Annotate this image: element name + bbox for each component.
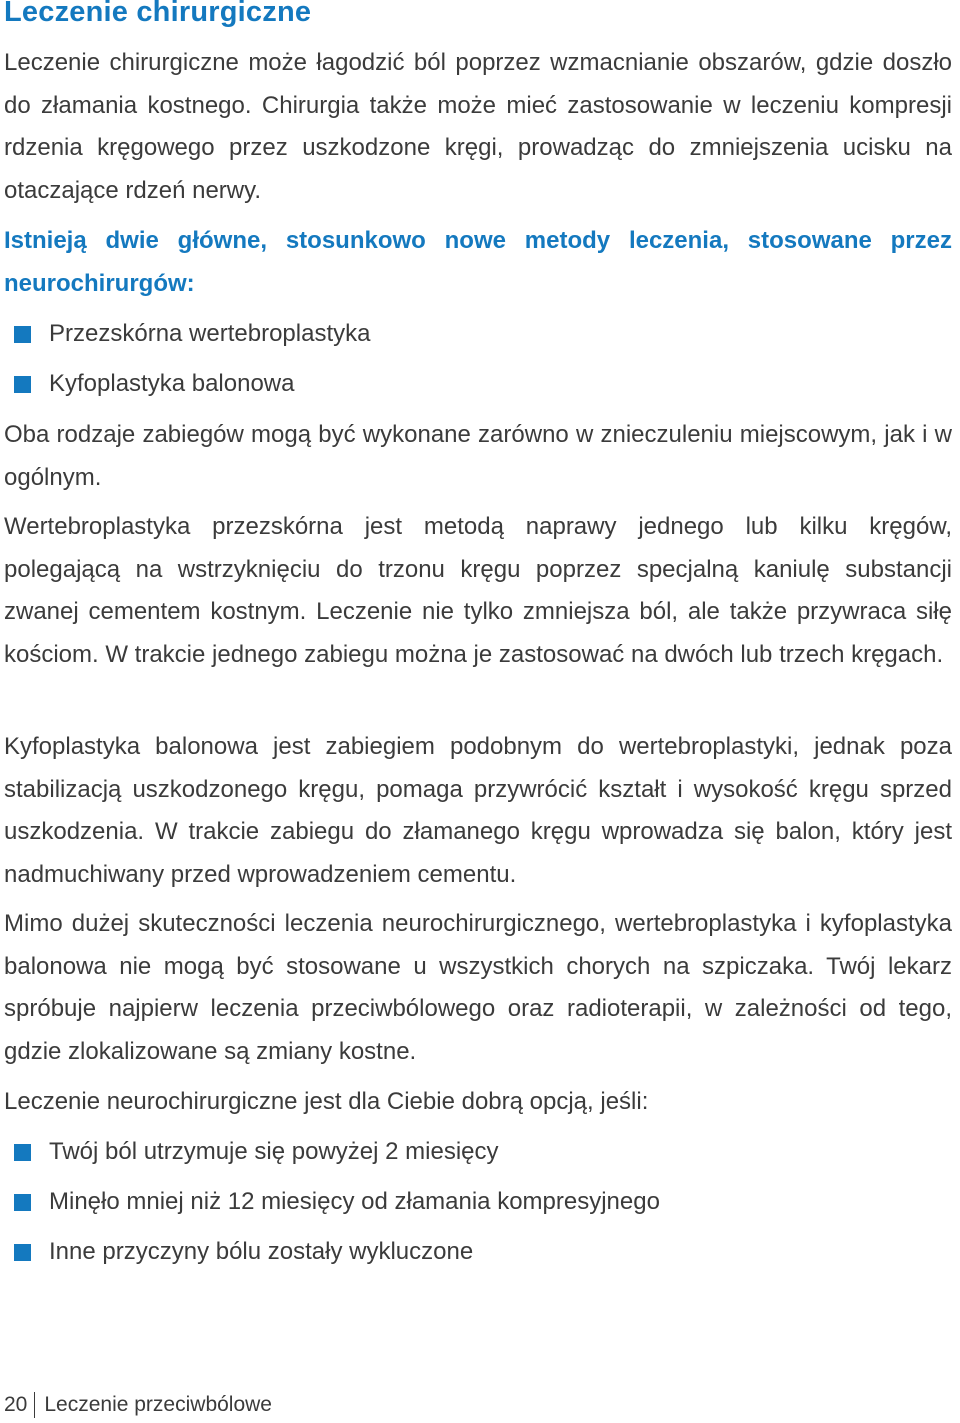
list-item-condition xyxy=(4,1231,473,1273)
list-item-method xyxy=(4,313,370,355)
page-footer xyxy=(4,1392,272,1418)
paragraph-surgery-intro: Leczenie chirurgiczne może łagodzić ból poprzez wzmacnianie obszarów, gdzie doszło do złamania kostnego. Chirurgia także może mieć zastosowanie w leczeniu kompresji rdzenia kręgowego przez uszkodzone kręgi, prowadząc do zmniejszenia ucisku na otaczające rdzeń nerwy. xyxy=(4,49,952,204)
square-bullet-icon xyxy=(14,1194,31,1211)
list-item-label: Minęło mniej niż 12 miesięcy od złamania kompresyjnego xyxy=(49,1188,660,1215)
page-number: 20 xyxy=(4,1393,28,1416)
list-item-label: Przezskórna wertebroplastyka xyxy=(49,320,371,347)
list-item-label: Inne przyczyny bólu zostały wykluczone xyxy=(49,1238,474,1265)
paragraph-kyphoplasty: Kyfoplastyka balonowa jest zabiegiem podobnym do wertebroplastyki, jednak poza stabilizacją uszkodzonego kręgu, pomaga przywrócić kształt i wysokość kręgu sprzed uszkodzenia. W trakcie zabiegu do złamanego kręgu wprowadza się balon, który jest nadmuchiwany przed wprowadzeniem cementu. xyxy=(4,733,952,888)
paragraph-conditions-intro: Leczenie neurochirurgiczne jest dla Ciebie dobrą opcją, jeśli: xyxy=(4,1088,649,1115)
page-title: Leczenie chirurgiczne xyxy=(4,0,312,28)
paragraph-vertebroplasty: Wertebroplastyka przezskórna jest metodą naprawy jednego lub kilku kręgów, polegającą na wstrzyknięciu do trzonu kręgu poprzez specjalną kaniulę substancji zwanej cementem kostnym. Leczenie nie tylko zmniejsza ból, ale także przywraca siłę kościom. W trakcie jednego zabiegu można je zastosować na dwóch lub trzech kręgach. xyxy=(4,513,952,668)
square-bullet-icon xyxy=(14,1144,31,1161)
list-item-condition xyxy=(4,1131,499,1173)
methods-intro-heading: Istnieją dwie główne, stosunkowo nowe metody leczenia, stosowane przez neurochirurgów: xyxy=(4,227,952,297)
footer-section-title: Leczenie przeciwbólowe xyxy=(44,1393,272,1416)
footer-divider xyxy=(34,1392,35,1418)
list-item-label: Twój ból utrzymuje się powyżej 2 miesięcy xyxy=(49,1138,499,1165)
square-bullet-icon xyxy=(14,1244,31,1261)
square-bullet-icon xyxy=(14,326,31,343)
square-bullet-icon xyxy=(14,376,31,393)
paragraph-anesthesia: Oba rodzaje zabiegów mogą być wykonane zarówno w znieczuleniu miejscowym, jak i w ogólnym. xyxy=(4,421,952,491)
paragraph-effectiveness: Mimo dużej skuteczności leczenia neurochirurgicznego, wertebroplastyka i kyfoplastyka balonowa nie mogą być stosowane u wszystkich chorych na szpiczaka. Twój lekarz spróbuje najpierw leczenia przeciwbólowego oraz radioterapii, w zależności od tego, gdzie zlokalizowane są zmiany kostne. xyxy=(4,910,952,1065)
list-item-label: Kyfoplastyka balonowa xyxy=(49,370,295,397)
list-item-method xyxy=(4,363,294,405)
list-item-condition xyxy=(4,1181,660,1223)
